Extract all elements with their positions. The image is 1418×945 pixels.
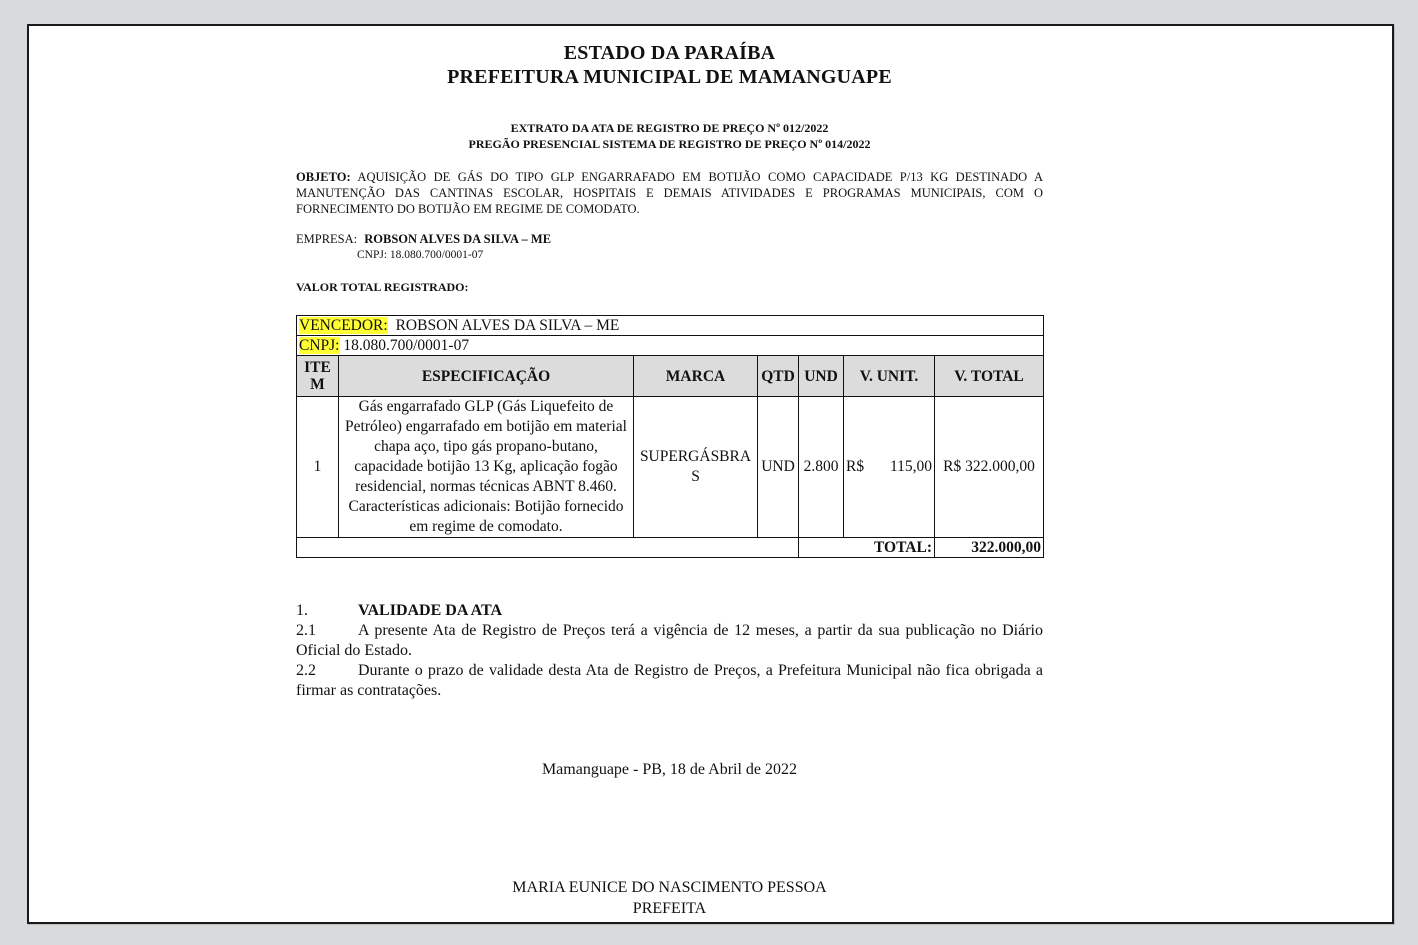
section-2-1-text: A presente Ata de Registro de Preços terá a vigência de 12 meses, a partir da sua publicação no Diário Oficial do Estado. [296, 622, 1043, 659]
cnpj-row [297, 336, 1044, 356]
section-2-2-text: Durante o prazo de validade desta Ata de Registro de Preços, a Prefeitura Municipal não fica obrigada a firmar as contratações. [296, 662, 1043, 699]
table-header-row [297, 356, 1044, 397]
document-page [27, 24, 1394, 924]
section-2-1 [296, 621, 1043, 661]
valor-total-label: VALOR TOTAL REGISTRADO: [296, 280, 469, 294]
table-row [297, 397, 1044, 538]
empresa-line [296, 232, 551, 247]
signer-role: PREFEITA [632, 900, 707, 917]
total-value: 322.000,00 [935, 538, 1044, 558]
col-marca: MARCA [634, 356, 758, 397]
cnpj-value: 18.080.700/0001-07 [343, 336, 470, 354]
empresa-label: EMPRESA: [296, 232, 358, 246]
cell-und: 2.800 [799, 397, 844, 538]
vencedor-label: VENCEDOR: [299, 316, 388, 334]
empresa-cnpj: CNPJ: 18.080.700/0001-07 [357, 249, 484, 261]
state-title: ESTADO DA PARAÍBA [563, 42, 776, 64]
col-item-line1: ITE [304, 359, 331, 376]
cell-vtotal: R$ 322.000,00 [935, 397, 1044, 538]
objeto-label: OBJETO: [296, 170, 351, 184]
section-1-title: VALIDADE DA ATA [358, 602, 503, 619]
vencedor-name: ROBSON ALVES DA SILVA – ME [395, 316, 620, 334]
col-und: UND [799, 356, 844, 397]
cnpj-label: CNPJ: [299, 336, 340, 354]
signer-name: MARIA EUNICE DO NASCIMENTO PESSOA [512, 879, 827, 896]
cell-marca: SUPERGÁSBRAS [634, 397, 758, 538]
section-1-number: 1. [296, 602, 308, 619]
cell-vunit [844, 397, 935, 538]
objeto-text: AQUISIÇÃO DE GÁS DO TIPO GLP ENGARRAFADO EM BOTIJÃO COMO CAPACIDADE P/13 KG DESTINADO A MANUTENÇÃO DAS CANTINAS ESCOLAR, HOSPITAIS E DEMAIS ATIVIDADES E PROGRAMAS MUNICIPAIS, COM O FORNECIMENTO DO BOTIJÃO EM REGIME DE COMODATO. [296, 170, 1043, 216]
col-vtotal: V. TOTAL [935, 356, 1044, 397]
col-spec: ESPECIFICAÇÃO [339, 356, 634, 397]
vencedor-row [297, 316, 1044, 336]
cell-vunit-value: 115,00 [889, 458, 932, 475]
section-2-1-number: 2.1 [296, 622, 316, 639]
section-2-2-number: 2.2 [296, 662, 316, 679]
col-item-line2: M [310, 376, 325, 393]
place-date: Mamanguape - PB, 18 de Abril de 2022 [541, 761, 798, 778]
total-row [297, 538, 1044, 558]
col-item [297, 356, 339, 397]
cell-item: 1 [297, 397, 339, 538]
total-label: TOTAL: [799, 538, 935, 558]
extract-title: EXTRATO DA ATA DE REGISTRO DE PREÇO Nº 012/2022 [510, 121, 829, 135]
city-hall-title: PREFEITURA MUNICIPAL DE MAMANGUAPE [447, 66, 892, 88]
col-qtd: QTD [758, 356, 799, 397]
empresa-name: ROBSON ALVES DA SILVA – ME [364, 232, 552, 246]
objeto-paragraph [296, 169, 1043, 217]
col-vunit: V. UNIT. [844, 356, 935, 397]
cell-vunit-currency: R$ [846, 458, 865, 475]
section-1 [296, 601, 1043, 621]
auction-title: PREGÃO PRESENCIAL SISTEMA DE REGISTRO DE PREÇO Nº 014/2022 [468, 137, 871, 151]
cell-spec: Gás engarrafado GLP (Gás Liquefeito de Petróleo) engarrafado em botijão em material chapa aço, tipo gás propano-butano, capacidade botijão 13 Kg, aplicação fogão residencial, normas técnicas ABNT 8.460. Características adicionais: Botijão fornecido em regime de comodato. [339, 397, 634, 538]
price-table [296, 315, 1044, 558]
section-2-2 [296, 661, 1043, 701]
cell-qtd: UND [758, 397, 799, 538]
